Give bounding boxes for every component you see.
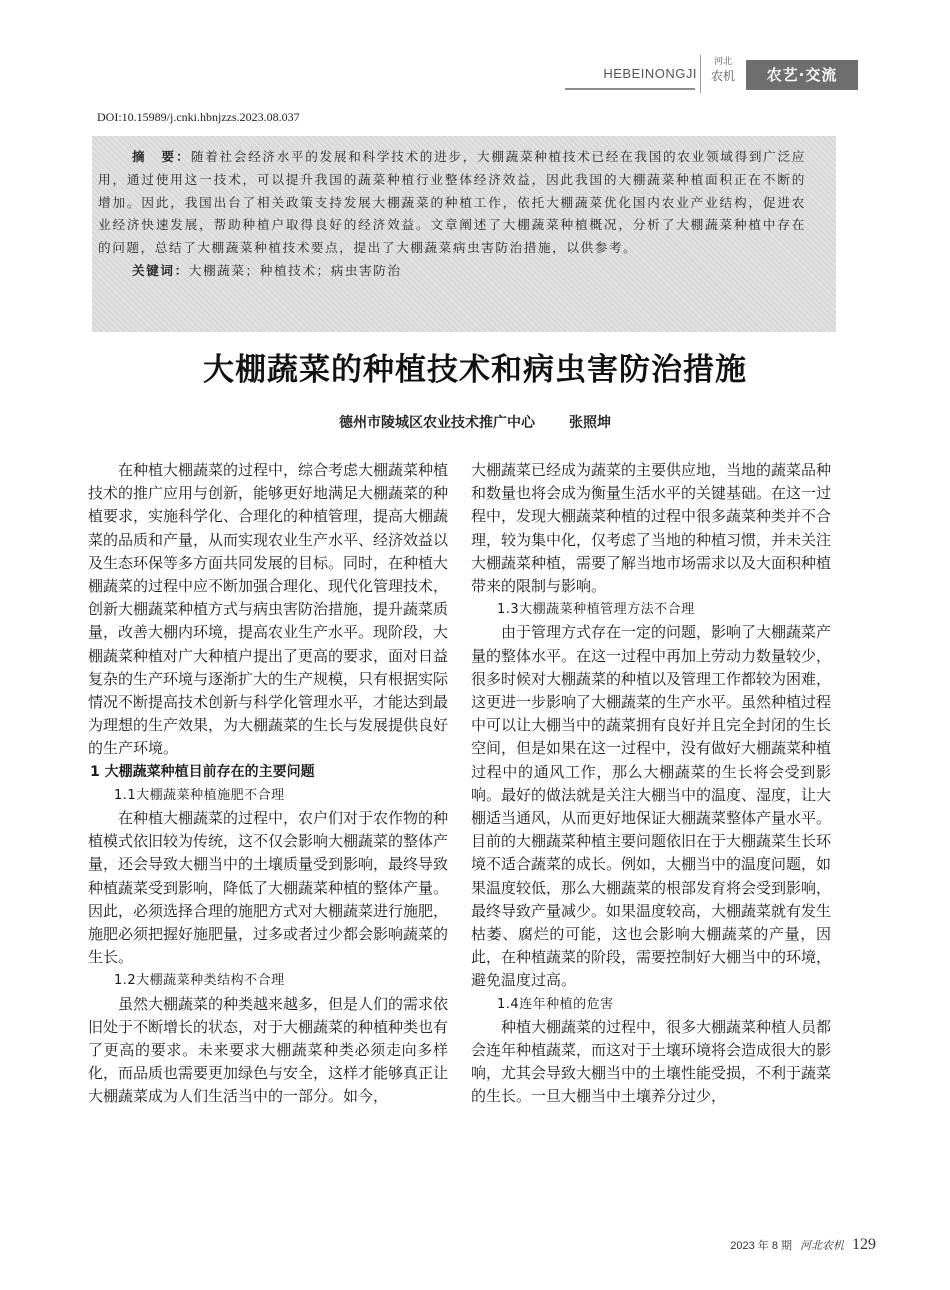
header-rule <box>565 88 695 90</box>
section-1-1-heading: 1.1大棚蔬菜种植施肥不合理 <box>114 787 285 803</box>
keywords <box>132 260 806 279</box>
article-title: 大棚蔬菜的种植技术和病虫害防治措施 <box>203 352 747 388</box>
doi: DOI:10.15989/j.cnki.hbnjzzs.2023.08.037 <box>97 110 300 124</box>
section-1-heading: 1 大棚蔬菜种植目前存在的主要问题 <box>90 763 315 780</box>
page-footer <box>730 1236 876 1254</box>
abstract <box>98 146 806 260</box>
section-1-2-heading: 1.2大棚蔬菜种类结构不合理 <box>114 973 285 989</box>
journal-logo <box>700 55 745 93</box>
abstract-text: 随着社会经济水平的发展和科学技术的进步，大棚蔬菜种植技术已经在我国的农业领域得到广泛应用，通过使用这一技术，可以提升我国的蔬菜种植行业整体经济效益，因此我国的大棚蔬菜种植面积正在不断的增加。因此，我国出台了相关政策支持发展大棚蔬菜的种植工作，依托大棚蔬菜优化国内农业产业结构，促进农业经济快速发展，帮助种植户取得良好的经济效益。文章阐述了大棚蔬菜种植概况，分析了大棚蔬菜种植中存在的问题，总结了大棚蔬菜种植技术要点，提出了大棚蔬菜病虫害防治措施，以供参考。 <box>98 149 806 256</box>
journal-name-en: HEBEINONGJI <box>603 66 697 81</box>
abstract-label: 摘 要： <box>132 149 191 164</box>
intro-paragraph: 在种植大棚蔬菜的过程中，综合考虑大棚蔬菜种植技术的推广应用与创新，能够更好地满足大棚蔬菜的种植要求，实施科学化、合理化的种植管理，提高大棚蔬菜的品质和产量，从而实现农业生产水平、经济效益以及生态环保等多方面共同发展的目标。同时，在种植大棚蔬菜的过程中应不断加强合理化、现代化管理技术，创新大棚蔬菜种植方式与病虫害防治措施，提升蔬菜质量，改善大棚内环境，提高农业生产水平。现阶段，大棚蔬菜种植对广大种植户提出了更高的要求，面对日益复杂的生产环境与逐渐扩大的生产规模，只有根据实际情况不断提高技术创新与科学化管理水平，才能达到最为理想的生产效果，为大棚蔬菜的生长与发展提供良好的生产环境。 <box>88 461 449 758</box>
section-1-2-paragraph-cont: 大棚蔬菜已经成为蔬菜的主要供应地，当地的蔬菜品种和数量也将会成为衡量生活水平的关键基础。在这一过程中，发现大棚蔬菜种植的过程中很多蔬菜种类并不合理，较为集中化，仅考虑了当地的种植习惯，并未关注大棚蔬菜种植，需要了解当地市场需求以及大面积种植带来的限制与影响。 <box>471 461 832 596</box>
issue-label: 2023 年 8 期 <box>730 1240 792 1252</box>
journal-logo-line1: 河北 <box>713 57 732 67</box>
column-right <box>471 459 831 1109</box>
section-1-4-paragraph: 种植大棚蔬菜的过程中，很多大棚蔬菜种植人员都会连年种植蔬菜，而这对于土壤环境将会造成很大的影响，尤其会导致大棚当中的土壤性能受损，不利于蔬菜的生长。一旦大棚当中土壤养分过少， <box>471 1017 832 1106</box>
column-left <box>88 459 448 1109</box>
column-name-badge: 农艺·交流 <box>746 60 858 90</box>
page-number: 129 <box>852 1236 876 1253</box>
journal-logo-line2: 农机 <box>710 69 735 83</box>
magazine-name: 河北农机 <box>800 1239 844 1252</box>
section-1-4-heading: 1.4连年种植的危害 <box>497 996 614 1012</box>
section-1-3-paragraph: 由于管理方式存在一定的问题，影响了大棚蔬菜产量的整体水平。在这一过程中再加上劳动力数量较少，很多时候对大棚蔬菜的种植以及管理工作都较为困难，这更进一步影响了大棚蔬菜的生产水平。虽然种植过程中可以让大棚当中的蔬菜拥有良好并且完全封闭的生长空间，但是如果在这一过程中，没有做好大棚蔬菜种植过程中的通风工作，那么大棚蔬菜的生长将会受到影响。最好的做法就是关注大棚当中的温度、湿度，让大棚适当通风，从而更好地保证大棚蔬菜整体产量水平。目前的大棚蔬菜种植主要问题依旧在于大棚蔬菜生长环境不适合蔬菜的成长。例如，大棚当中的温度问题，如果温度较低，那么大棚蔬菜的根部发育将会受到影响，最终导致产量减少。如果温度较高，大棚蔬菜就有发生枯萎、腐烂的可能，这也会影响大棚蔬菜的产量，因此，在种植蔬菜的阶段，需要控制好大棚当中的环境，避免温度过高。 <box>471 623 832 990</box>
section-1-2-paragraph: 虽然大棚蔬菜的种类越来越多，但是人们的需求依旧处于不断增长的状态，对于大棚蔬菜的种植种类也有了更高的要求。未来要求大棚蔬菜种类必须走向多样化，而品质也需要更加绿色与安全，这样才能够真正让大棚蔬菜成为人们生活当中的一部分。如今， <box>88 994 449 1106</box>
author: 张照坤 <box>569 415 611 431</box>
abstract-box <box>92 136 836 332</box>
byline <box>0 412 950 432</box>
section-1-3-heading: 1.3大棚蔬菜种植管理方法不合理 <box>497 602 695 618</box>
keywords-text: 大棚蔬菜；种植技术；病虫害防治 <box>188 262 402 278</box>
keywords-label: 关键词： <box>132 262 189 278</box>
affiliation: 德州市陵城区农业技术推广中心 <box>339 415 535 431</box>
section-1-1-paragraph: 在种植大棚蔬菜的过程中，农户们对于农作物的种植模式依旧较为传统，这不仅会影响大棚蔬菜的整体产量，还会导致大棚当中的土壤质量受到影响，最终导致种植蔬菜受到影响，降低了大棚蔬菜种植的整体产量。因此，必须选择合理的施肥方式对大棚蔬菜进行施肥，施肥必须把握好施肥量，过多或者过少都会影响蔬菜的生长。 <box>88 809 449 967</box>
